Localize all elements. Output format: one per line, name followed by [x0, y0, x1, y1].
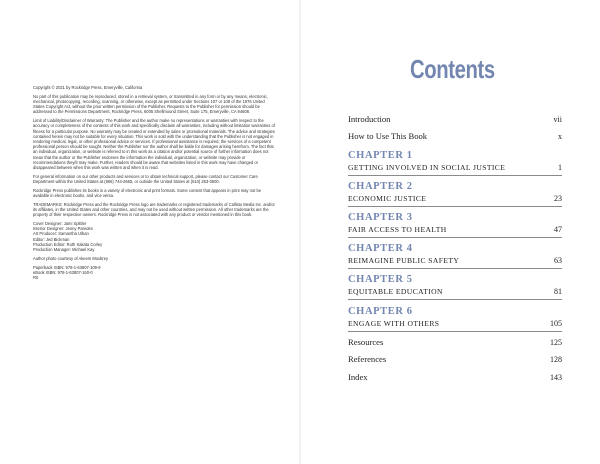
- toc-entry-page: 125: [550, 338, 562, 347]
- copyright-page: [33, 85, 277, 280]
- customer-care-paragraph: For general information on our other products and services or to obtain technical support, please contact our Customer Care Department within the United States at (866) 744-2665, or outside the United States at (510) 253-0500.: [33, 173, 258, 185]
- isbn-line: R0: [33, 275, 39, 281]
- toc-entry-page: 23: [554, 194, 562, 203]
- disclaimer-paragraph: Limit of Liability/Disclaimer of Warranty: The Publisher and the author make no representations or warranties with respect to the accuracy or completeness of the contents of this work and specifically disclaim all warranties, including without limitation warranties of fitness for a particular purpose. No warranty may be created or extended by sales or promotional materials. The advice and strategies contained herein may not be suitable for every situation. This work is sold with the understanding that the Publisher is not engaged in rendering medical, legal, or other professional advice or services. If professional assistance is required, the services of a competent professional person should be sought. Neither the Publisher nor the author shall be liable for damages arising herefrom. The fact that an individual, organization, or website is referred to in this work as a citation and/or potential source of further information does not mean that the author or the Publisher endorses the information the individual, organization, or website may provide or recommendations they/it may make. Further, readers should be aware that websites listed in this work may have changed or disappeared between when this work was written and when it is read.: [33, 118, 275, 171]
- credit-line: Art Producer: Samantha Ulban: [33, 231, 89, 237]
- chapter-label: CHAPTER 6: [348, 306, 413, 317]
- credit-line: Interior Designer: Jenny Paredes: [33, 226, 93, 232]
- chapter-label: CHAPTER 5: [348, 274, 413, 285]
- chapter-label: CHAPTER 3: [348, 212, 413, 223]
- author-photo-credit: Author photo courtesy of Akeem Moultrey: [33, 255, 109, 261]
- chapter-divider: [348, 237, 562, 238]
- toc-entry-title: ENGAGE WITH OTHERS: [348, 319, 440, 328]
- toc-entry-chapter-5[interactable]: [348, 287, 562, 296]
- toc-entry-title: REIMAGINE PUBLIC SAFETY: [348, 256, 460, 265]
- toc-entry-page: vii: [553, 115, 562, 124]
- toc-entry-title: Introduction: [348, 114, 391, 124]
- toc-entry-title: Resources: [348, 337, 384, 347]
- page-title: Contents: [410, 54, 495, 84]
- toc-entry-title: EQUITABLE EDUCATION: [348, 287, 443, 296]
- page-gutter: [299, 0, 301, 464]
- toc-entry-page: 1: [558, 163, 562, 172]
- toc-entry-title: Index: [348, 372, 368, 382]
- chapter-divider: [348, 206, 562, 207]
- isbn-line: eBook ISBN: 978-1-63807-160-0: [33, 269, 93, 275]
- isbn-line: Paperback ISBN: 978-1-63807-109-9: [33, 264, 101, 270]
- chapter-divider: [348, 175, 562, 176]
- toc-entry-title: GETTING INVOLVED IN SOCIAL JUSTICE: [348, 163, 506, 172]
- toc-entry-how-to-use[interactable]: [348, 131, 562, 141]
- toc-entry-page: x: [558, 132, 562, 141]
- chapter-label: CHAPTER 2: [348, 181, 413, 192]
- toc-entry-page: 128: [550, 355, 562, 364]
- credit-line: Production Editor: Ruth Sakata Corley: [33, 241, 103, 247]
- credit-line: Production Manager: Michael Kay: [33, 247, 95, 253]
- toc-entry-chapter-3[interactable]: [348, 225, 562, 234]
- toc-entry-title: ECONOMIC JUSTICE: [348, 194, 427, 203]
- toc-entry-chapter-4[interactable]: [348, 256, 562, 265]
- toc-entry-page: 81: [554, 287, 562, 296]
- isbn-list: [33, 265, 277, 281]
- permissions-paragraph: No part of this publication may be reproduced, stored in a retrieval system, or transmitted in any form or by any means, electronic, mechanical, photocopying, recording, scanning, or otherwise, except as permitted under Sections 107 or 108 of the 1976 United States Copyright Act, without the prior written permission of the Publisher. Requests to the Publisher for permission should be addressed to the Permissions Department, Rockridge Press, 6005 Shellmound Street, Suite 175, Emeryville, CA 94608.: [33, 93, 268, 115]
- chapter-label: CHAPTER 4: [348, 243, 413, 254]
- copyright-line: Copyright © 2021 by Rockridge Press, Emeryville, California: [33, 85, 143, 90]
- toc-entry-chapter-6[interactable]: [348, 319, 562, 328]
- toc-entry-page: 47: [554, 225, 562, 234]
- toc-entry-references[interactable]: [348, 354, 562, 364]
- trademarks-paragraph: TRADEMARKS: Rockridge Press and the Rockridge Press logo are trademarks or registered trademarks of Callisto Media Inc. and/or its affiliates, in the United States and other countries, and may not be used without written permission. All other trademarks are the property of their respective owners. Rockridge Press is not associated with any product or vendor mentioned in this book.: [33, 201, 275, 218]
- toc-entry-title: How to Use This Book: [348, 131, 428, 141]
- chapter-divider: [348, 268, 562, 269]
- chapter-label: CHAPTER 1: [348, 150, 413, 161]
- toc-entry-chapter-1[interactable]: [348, 163, 562, 172]
- credit-line: Cover Designer: Jami Spittler: [33, 221, 87, 227]
- chapter-divider: [348, 331, 562, 332]
- toc-entry-resources[interactable]: [348, 337, 562, 347]
- toc-entry-index[interactable]: [348, 372, 562, 382]
- toc-entry-introduction[interactable]: [348, 114, 562, 124]
- toc-entry-title: FAIR ACCESS TO HEALTH: [348, 225, 447, 234]
- chapter-divider: [348, 299, 562, 300]
- credit-line: Editor: Jed Bickman: [33, 236, 70, 242]
- toc-entry-page: 105: [550, 319, 562, 328]
- toc-entry-title: References: [348, 354, 387, 364]
- credits-list: [33, 221, 277, 252]
- toc-entry-chapter-2[interactable]: [348, 194, 562, 203]
- toc-entry-page: 143: [550, 373, 562, 382]
- toc-entry-page: 63: [554, 256, 562, 265]
- formats-paragraph: Rockridge Press publishes its books in a variety of electronic and print formats. Some content that appears in print may not be available in electronic books, and vice versa.: [33, 187, 262, 199]
